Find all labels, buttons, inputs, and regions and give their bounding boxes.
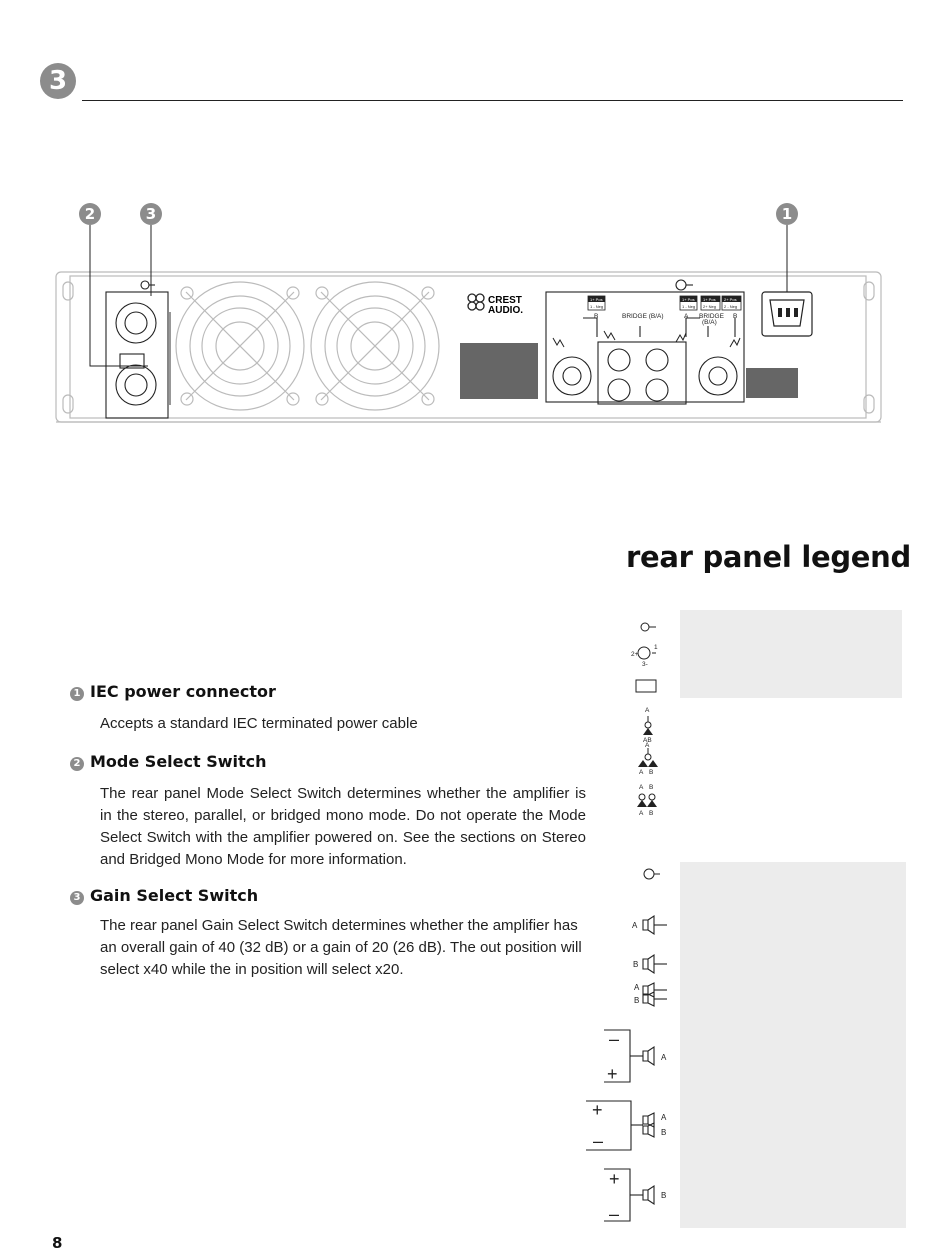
speaker-a-icon [643, 916, 654, 934]
bridge-sym-a-2: A [661, 1113, 667, 1122]
xlr-label-right: 1 [654, 644, 658, 651]
plus-1: + [607, 1064, 618, 1084]
brand-line1: CREST [488, 295, 522, 306]
sym-a-1: A [645, 707, 650, 714]
output-symbol-icon [676, 280, 686, 290]
callout-1-badge: 1 [776, 203, 798, 225]
panel-bridge-label-2b: (B/A) [702, 319, 717, 326]
rack-hole [63, 282, 73, 300]
tag2-line2: 1 - Neg [682, 304, 696, 309]
input-symbol-icon [141, 281, 149, 289]
out-sym-a: A [632, 921, 638, 930]
legend-shade-inputs [680, 610, 902, 698]
binding-post-block [598, 342, 686, 404]
label-plate-left [460, 343, 538, 399]
leader-2 [90, 225, 148, 366]
item-2-number: 2 [70, 757, 84, 771]
item-1-heading [70, 682, 276, 701]
item-3-body: The rear panel Gain Select Switch determines whether the amplifier has an overall gain of 40 (32 dB) or a gain of 20 (26 dB). The out position will select x40 while the in position will select x20. [100, 917, 582, 978]
plus-2: + [592, 1100, 603, 1120]
tag4-line2: 2 - Neg [724, 304, 738, 309]
item-2-title: Mode Select Switch [90, 752, 267, 771]
tag1-line1: 1+ Pos [590, 297, 603, 302]
item-1-number: 1 [70, 687, 84, 701]
legend-symbols [636, 623, 660, 879]
out-sym-a-2: A [634, 983, 640, 992]
minus-2: – [593, 1131, 604, 1151]
item-3-number: 3 [70, 891, 84, 905]
sym-b-4: B [649, 784, 654, 791]
brand-logo [468, 294, 484, 310]
xlr-label-left: 2+ [631, 651, 639, 658]
sym-a-4: A [639, 784, 644, 791]
bridge-sym-b-2: B [661, 1128, 667, 1137]
panel-bridge-label: BRIDGE (B/A) [622, 313, 664, 320]
minus-3: – [609, 1204, 620, 1224]
item-3-title: Gain Select Switch [90, 886, 259, 905]
item-1-body: Accepts a standard IEC terminated power cable [100, 715, 418, 732]
trs-jack-icon [636, 680, 656, 692]
panel-channel-a: A [684, 313, 689, 320]
item-2-body: The rear panel Mode Select Switch determines whether the amplifier is in the stereo, parallel, or bridged mono mode. Do not operate the Mode Select Switch with the amplifier powered on. See the sections on Stereo and Bridged Mono Mode for more information. [100, 785, 586, 868]
callout-2-badge: 2 [79, 203, 101, 225]
label-plate-right [746, 368, 798, 398]
sym-a-5: A [639, 810, 644, 817]
page-number: 8 [52, 1234, 63, 1252]
item-3-heading [70, 886, 258, 905]
bridge-sym-b: B [661, 1191, 667, 1200]
panel-channel-b: B [594, 313, 599, 320]
xlr-combo-input-b [116, 365, 156, 405]
legend-shade-outputs [680, 862, 906, 1228]
sym-a-3: A [639, 769, 644, 776]
plus-3: + [609, 1169, 620, 1189]
callout-3-badge: 3 [140, 203, 162, 225]
xlr-combo-input-a [116, 303, 156, 343]
xlr-icon [638, 647, 650, 659]
panel-channel-b-2: B [733, 313, 738, 320]
tag3-line1: 1+ Pos [703, 297, 716, 302]
tag4-line1: 2+ Pos [724, 297, 737, 302]
sym-ab: AB [643, 737, 652, 744]
tag3-line2: 2+ Neg [703, 304, 717, 309]
speakon-output-b [553, 357, 591, 395]
speakon-output-a [699, 357, 737, 395]
item-2-heading [70, 752, 267, 771]
out-sym-b: B [633, 960, 639, 969]
output-icon [644, 869, 654, 879]
tag2-line1: 1+ Pos [682, 297, 695, 302]
sym-a-2: A [645, 742, 650, 749]
tag1-line2: 1 - Neg [590, 304, 604, 309]
brand-line2: AUDIO. [488, 305, 523, 316]
xlr-label-bottom: 3- [642, 661, 648, 668]
rack-hole [63, 395, 73, 413]
sym-b-3: B [649, 769, 654, 776]
input-icon [641, 623, 649, 631]
speaker-b-icon [643, 955, 654, 973]
section-number-badge: 3 [40, 63, 76, 99]
bridge-sym-a: A [661, 1053, 667, 1062]
legend-title: rear panel legend [626, 540, 911, 574]
sym-b-5: B [649, 810, 654, 817]
panel-bridge-label-2: BRIDGE [699, 313, 724, 320]
out-sym-b-2: B [634, 996, 640, 1005]
input-panel [106, 292, 168, 418]
minus-1: – [609, 1029, 620, 1049]
item-1-title: IEC power connector [90, 682, 276, 701]
